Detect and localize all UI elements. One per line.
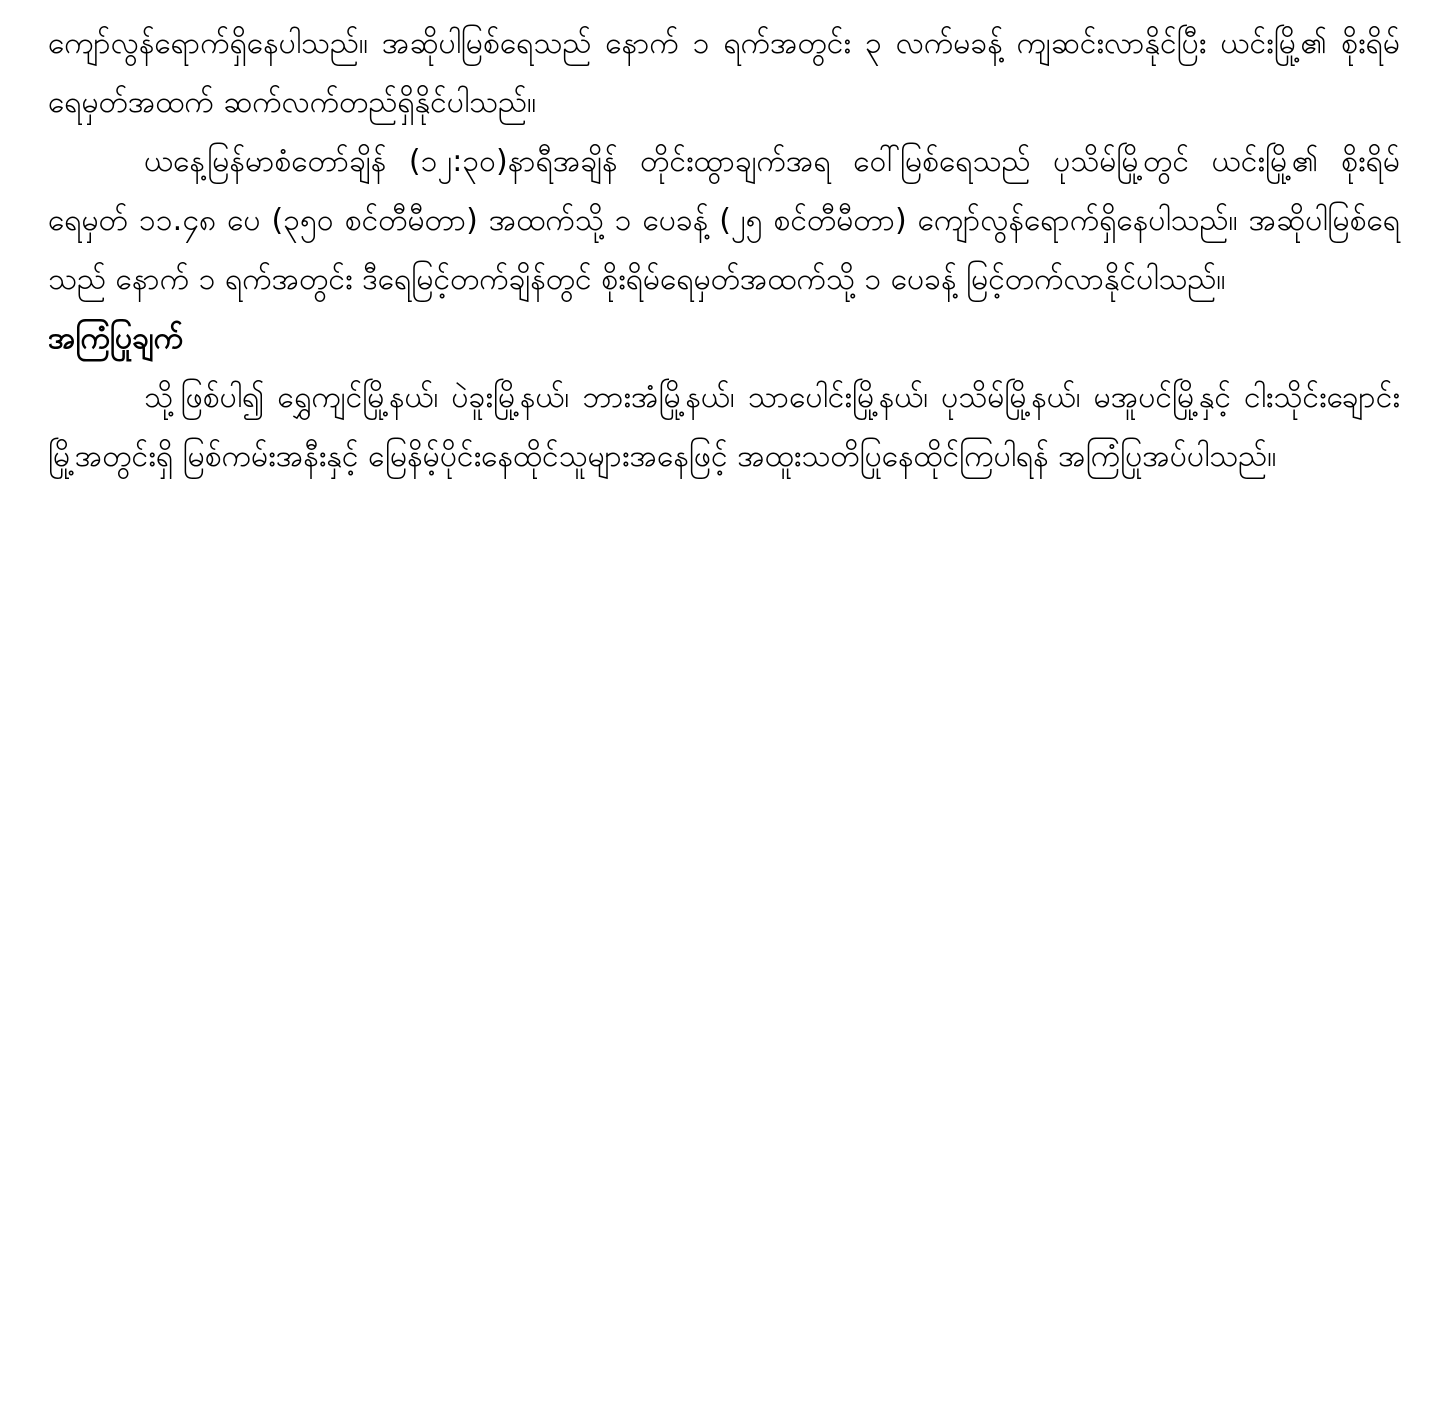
paragraph-continuation: ကျော်လွန်ရောက်ရှိနေပါသည်။ အဆိုပါမြစ်ရေသည် နောက် ၁ ရက်အတွင်း ၃ လက်မခန့် ကျဆင်းလာနိုင်ပြီး ယင်းမြို့၏ စိုးရိမ်ရေမှတ်အထက် ဆက်လက်တည်ရှိနိုင်ပါသည်။ <box>48 26 1400 120</box>
paragraph-river-level: ယနေ့မြန်မာစံတော်ချိန် (၁၂:၃၀)နာရီအချိန် တိုင်းထွာချက်အရ ဝေါ်မြစ်ရေသည် ပုသိမ်မြို့တွင် ယင်းမြို့၏ စိုးရိမ်ရေမှတ် ၁၁.၄၈ ပေ (၃၅၀ စင်တီမီတာ) အထက်သို့ ၁ ပေခန့် (၂၅ စင်တီမီတာ) ကျော်လွန်ရောက်ရှိနေပါသည်။ အဆိုပါမြစ်ရေသည် နောက် ၁ ရက်အတွင်း ဒီရေမြင့်တက်ချိန်တွင် စိုးရိမ်ရေမှတ်အထက်သို့ ၁ ပေခန့် မြင့်တက်လာနိုင်ပါသည်။ <box>48 144 1400 297</box>
paragraph-advice: သို့ဖြစ်ပါ၍ ရွှေကျင်မြို့နယ်၊ ပဲခူးမြို့နယ်၊ ဘားအံမြို့နယ်၊ သာပေါင်းမြို့နယ်၊ ပုသိမ်မြို့နယ်၊ မအူပင်မြို့နှင့် ငါးသိုင်းချောင်းမြို့အတွင်းရှိ မြစ်ကမ်းအနီးနှင့် မြေနိမ့်ပိုင်းနေထိုင်သူများအနေဖြင့် အထူးသတိပြုနေထိုင်ကြပါရန် အကြံပြုအပ်ပါသည်။ <box>48 380 1400 474</box>
section-heading-advice: အကြံပြုချက် <box>48 321 184 356</box>
document-body <box>48 14 1400 486</box>
